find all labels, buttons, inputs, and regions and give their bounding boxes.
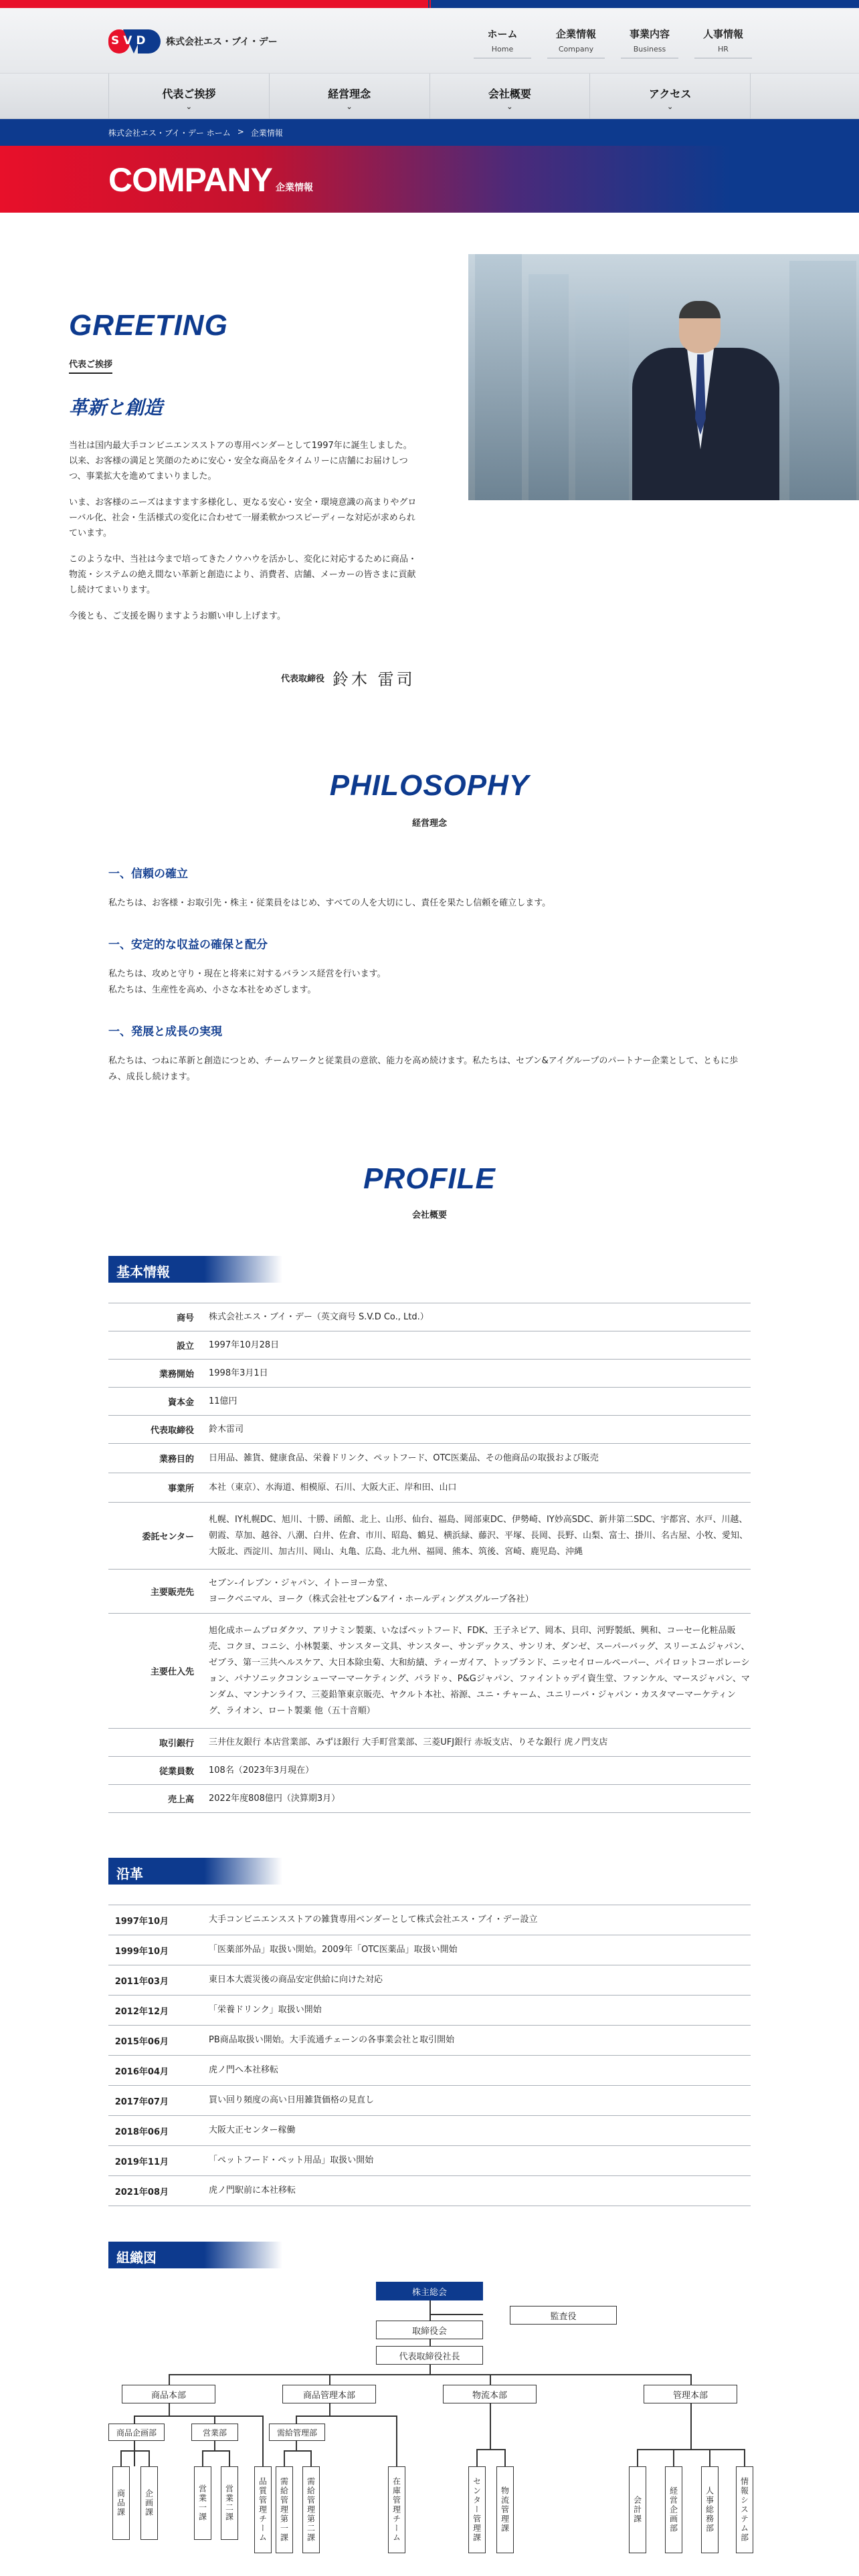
subnav-greeting[interactable] bbox=[108, 74, 269, 119]
table-row bbox=[108, 1965, 751, 1996]
row-value: PB商品取扱い開始。大手流通チェーンの各事業会社と取引開始 bbox=[209, 2026, 751, 2056]
nav-business[interactable] bbox=[621, 27, 678, 59]
org-unit: 商品課 bbox=[112, 2466, 130, 2540]
profile-title: PROFILE bbox=[363, 1162, 496, 1195]
row-value: 大阪大正センター稼働 bbox=[209, 2116, 751, 2146]
row-value: 株式会社エス・ブイ・デー（英文商号 S.V.D Co., Ltd.） bbox=[209, 1303, 751, 1331]
row-key: 2016年04月 bbox=[108, 2056, 209, 2086]
row-value: 2022年度808億円（決算期3月） bbox=[209, 1785, 751, 1813]
row-key: 2011年03月 bbox=[108, 1965, 209, 1996]
org-auditor: 監査役 bbox=[510, 2306, 617, 2325]
nav-home[interactable] bbox=[474, 27, 531, 59]
table-row bbox=[108, 2086, 751, 2116]
table-row bbox=[108, 2026, 751, 2056]
table-row bbox=[108, 2116, 751, 2146]
profile-subtitle: 会社概要 bbox=[411, 1210, 447, 1220]
org-chart bbox=[108, 2282, 751, 2563]
org-dept: 営業部 bbox=[191, 2424, 238, 2441]
row-value: 虎ノ門駅前に本社移転 bbox=[209, 2176, 751, 2206]
row-key: 2019年11月 bbox=[108, 2146, 209, 2176]
subnav-greeting-label: 代表ご挨拶 bbox=[162, 88, 216, 100]
nav-hr-label: 人事情報 bbox=[702, 28, 743, 40]
table-row bbox=[108, 1473, 751, 1503]
table-row bbox=[108, 1757, 751, 1785]
greeting-subtitle: 代表ご挨拶 bbox=[69, 357, 112, 374]
nav-company[interactable] bbox=[547, 27, 605, 59]
signature bbox=[281, 666, 415, 689]
row-key: 1999年10月 bbox=[108, 1935, 209, 1965]
row-key: 従業員数 bbox=[108, 1757, 209, 1785]
table-row bbox=[108, 1905, 751, 1935]
nav-company-en: Company bbox=[558, 45, 594, 53]
org-dept: 需給管理部 bbox=[269, 2424, 325, 2441]
table-row bbox=[108, 1785, 751, 1813]
row-value: 大手コンビニエンスストアの雑貨専用ベンダーとして株式会社エス・ブイ・デー設立 bbox=[209, 1905, 751, 1935]
org-unit: 営業一課 bbox=[194, 2466, 211, 2540]
nav-company-label: 企業情報 bbox=[555, 28, 596, 40]
table-row bbox=[108, 1935, 751, 1965]
subnav-profile[interactable] bbox=[430, 74, 590, 119]
nav-business-label: 事業内容 bbox=[629, 28, 670, 40]
row-key: 委託センター bbox=[108, 1503, 209, 1570]
org-board: 取締役会 bbox=[376, 2321, 483, 2339]
signature-role: 代表取締役 bbox=[281, 674, 325, 684]
org-unit: 物流管理課 bbox=[496, 2466, 514, 2553]
row-value: 1997年10月28日 bbox=[209, 1331, 751, 1360]
table-row bbox=[108, 1729, 751, 1757]
row-value: セブン-イレブン・ジャパン、イトーヨーカ堂、 ヨークベニマル、ヨーク（株式会社セブン&アイ・ホールディングスグループ各社） bbox=[209, 1570, 751, 1614]
org-unit: 会計課 bbox=[629, 2466, 646, 2553]
philosophy-item bbox=[108, 864, 751, 911]
global-nav bbox=[474, 27, 752, 59]
philosophy-heading: 一、信頼の確立 bbox=[108, 867, 188, 881]
org-unit: 人事総務部 bbox=[701, 2466, 719, 2553]
row-key: 1997年10月 bbox=[108, 1905, 209, 1935]
row-key: 業務開始 bbox=[108, 1360, 209, 1388]
subnav-profile-label: 会社概要 bbox=[488, 88, 531, 100]
breadcrumb-separator: > bbox=[237, 127, 244, 136]
row-value: 本社（東京）、水海道、相模原、石川、大阪大正、岸和田、山口 bbox=[209, 1473, 751, 1503]
signature-name: 鈴木 雷司 bbox=[332, 670, 415, 689]
table-row bbox=[108, 1331, 751, 1360]
org-unit: 情報システム部 bbox=[736, 2466, 753, 2553]
row-key: 2021年08月 bbox=[108, 2176, 209, 2206]
org-unit: 在庫管理チーム bbox=[388, 2466, 405, 2553]
row-key: 業務目的 bbox=[108, 1444, 209, 1473]
org-unit: センター管理課 bbox=[468, 2466, 486, 2553]
row-value: 鈴木雷司 bbox=[209, 1416, 751, 1444]
breadcrumb-home[interactable]: 株式会社エス・ブイ・デー ホーム bbox=[108, 128, 231, 138]
row-key: 売上高 bbox=[108, 1785, 209, 1813]
row-key: 資本金 bbox=[108, 1388, 209, 1416]
org-chart-heading: 組織図 bbox=[108, 2242, 282, 2268]
philosophy-title: PHILOSOPHY bbox=[329, 769, 530, 802]
greeting-paragraph: いま、お客様のニーズはますます多様化し、更なる安心・安全・環境意識の高まりやグローバル化、社会・生活様式の変化に合わせて一層柔軟かつスピーディーな対応が求められています。 bbox=[69, 498, 417, 538]
table-row bbox=[108, 1614, 751, 1729]
greeting-paragraph: 当社は国内最大手コンビニエンスストアの専用ベンダーとして1997年に誕生しました。 以来、お客様の満足と笑顔のために安心・安全な商品をタイムリーに店舗にお届けしつつ、事業拡大を進めてまいりました。 bbox=[69, 441, 412, 481]
row-value: 「医薬部外品」取扱い開始。2009年「OTC医薬品」取扱い開始 bbox=[209, 1935, 751, 1965]
table-row bbox=[108, 2176, 751, 2206]
subnav-philosophy-label: 経営理念 bbox=[328, 88, 371, 100]
nav-hr[interactable] bbox=[694, 27, 752, 59]
row-key: 主要仕入先 bbox=[108, 1614, 209, 1729]
svd-logo-mark bbox=[108, 28, 161, 55]
breadcrumb-current: 企業情報 bbox=[250, 128, 283, 138]
org-shareholders-meeting: 株主総会 bbox=[376, 2282, 483, 2300]
company-subnav bbox=[0, 74, 859, 119]
page-title: COMPANY bbox=[108, 161, 272, 199]
history-heading: 沿革 bbox=[108, 1858, 282, 1885]
table-row bbox=[108, 1360, 751, 1388]
org-division: 商品管理本部 bbox=[282, 2385, 376, 2403]
company-logo[interactable] bbox=[108, 28, 278, 55]
philosophy-item bbox=[108, 935, 751, 998]
org-ceo: 代表取締役社長 bbox=[376, 2346, 483, 2365]
chevron-down-icon: ⌄ bbox=[346, 102, 353, 111]
logo-text: SVD bbox=[111, 34, 150, 47]
org-dept: 商品企画部 bbox=[108, 2424, 165, 2441]
row-value: 札幌、IY札幌DC、旭川、十勝、函館、北上、山形、仙台、福島、岡部東DC、伊勢崎、IY妙高SDC、新井第二SDC、宇都宮、水戸、川越、朝霞、草加、越谷、八潮、白井、佐倉、市川、昭島、鶴見、横浜緑、藤沢、平塚、長岡、長野、山梨、富士、掛川、名古屋、小牧、愛知、大阪北、西淀川、加古川、岡山、丸亀、広島、北九州、福岡、熊本、筑後、宮崎、鹿児島、沖縄 bbox=[209, 1503, 751, 1570]
subnav-access[interactable] bbox=[589, 74, 751, 119]
subnav-philosophy[interactable] bbox=[269, 74, 430, 119]
table-row bbox=[108, 1416, 751, 1444]
org-division: 商品本部 bbox=[122, 2385, 215, 2403]
row-key: 商号 bbox=[108, 1303, 209, 1331]
nav-home-label: ホーム bbox=[487, 28, 518, 40]
nav-home-en: Home bbox=[491, 45, 514, 53]
greeting-paragraph: このような中、当社は今まで培ってきたノウハウを活かし、変化に対応するために商品・物流・システムの絶え間ない革新と創造により、消費者、店舗、メーカーの皆さまに貢献し続けてまいります。 bbox=[69, 554, 417, 595]
table-row bbox=[108, 1303, 751, 1331]
row-key: 設立 bbox=[108, 1331, 209, 1360]
org-unit: 品質管理チーム bbox=[254, 2466, 272, 2553]
row-key: 2017年07月 bbox=[108, 2086, 209, 2116]
basic-info-table bbox=[108, 1303, 751, 1813]
row-value: 「ペットフード・ペット用品」取扱い開始 bbox=[209, 2146, 751, 2176]
table-row bbox=[108, 1388, 751, 1416]
philosophy-subtitle: 経営理念 bbox=[411, 819, 447, 829]
row-value: 三井住友銀行 本店営業部、みずほ銀行 大手町営業部、三菱UFJ銀行 赤坂支店、りそな銀行 虎ノ門支店 bbox=[209, 1729, 751, 1757]
company-name: 株式会社エス・ブイ・デー bbox=[166, 37, 278, 47]
row-value: 1998年3月1日 bbox=[209, 1360, 751, 1388]
org-division: 管理本部 bbox=[644, 2385, 737, 2403]
top-color-stripe bbox=[0, 0, 859, 8]
row-key: 2015年06月 bbox=[108, 2026, 209, 2056]
site-header bbox=[0, 8, 859, 74]
org-unit: 経営企画部 bbox=[665, 2466, 682, 2553]
row-value: 買い回り頻度の高い日用雑貨価格の見直し bbox=[209, 2086, 751, 2116]
nav-hr-en: HR bbox=[718, 45, 729, 53]
table-row bbox=[108, 1444, 751, 1473]
philosophy-text: 私たちは、お客様・お取引先・株主・従業員をはじめ、すべての人を大切にし、責任を果たし信頼を確立します。 bbox=[108, 898, 551, 908]
page-subtitle: 企業情報 bbox=[276, 183, 313, 193]
greeting-paragraph: 今後とも、ご支援を賜りますようお願い申し上げます。 bbox=[69, 611, 286, 621]
table-row bbox=[108, 2146, 751, 2176]
chevron-down-icon: ⌄ bbox=[506, 102, 513, 111]
row-value: 「栄養ドリンク」取扱い開始 bbox=[209, 1996, 751, 2026]
breadcrumb bbox=[0, 119, 859, 146]
chevron-down-icon: ⌄ bbox=[667, 102, 674, 111]
row-key: 主要販売先 bbox=[108, 1570, 209, 1614]
table-row bbox=[108, 1996, 751, 2026]
chevron-down-icon: ⌄ bbox=[185, 102, 192, 111]
philosophy-text: 私たちは、つねに革新と創造につとめ、チームワークと従業員の意欲、能力を高め続けます。私たちは、セブン&アイグループのパートナー企業として、ともに歩み、成長し続けます。 bbox=[108, 1056, 739, 1082]
row-key: 2012年12月 bbox=[108, 1996, 209, 2026]
row-value: 日用品、雑貨、健康食品、栄養ドリンク、ペットフード、OTC医薬品、その他商品の取扱および販売 bbox=[209, 1444, 751, 1473]
philosophy-text: 私たちは、攻めと守り・現在と将来に対するバランス経営を行います。 私たちは、生産性を高め、小さな本社をめざします。 bbox=[108, 969, 386, 995]
president-photo bbox=[468, 254, 859, 500]
row-key: 取引銀行 bbox=[108, 1729, 209, 1757]
basic-info-heading: 基本情報 bbox=[108, 1256, 282, 1283]
philosophy-heading: 一、発展と成長の実現 bbox=[108, 1025, 222, 1039]
philosophy-item bbox=[108, 1022, 751, 1085]
row-value: 東日本大震災後の商品安定供給に向けた対応 bbox=[209, 1965, 751, 1996]
table-row bbox=[108, 2056, 751, 2086]
org-unit: 企画課 bbox=[140, 2466, 158, 2540]
history-table bbox=[108, 1905, 751, 2206]
org-unit: 需給管理第一課 bbox=[276, 2466, 293, 2553]
greeting-text bbox=[69, 438, 417, 635]
page-hero bbox=[0, 146, 859, 213]
row-key: 2018年06月 bbox=[108, 2116, 209, 2146]
greeting-motto: 革新と創造 bbox=[69, 397, 163, 418]
org-unit: 営業二課 bbox=[221, 2466, 238, 2540]
row-value: 旭化成ホームプロダクツ、アリナミン製薬、いなばペットフード、FDK、王子ネピア、岡本、貝印、河野製紙、興和、コーセー化粧品販売、コクヨ、コニシ、小林製薬、サンスター文具、サンスター、サンデックス、サンリオ、ダンゼ、スーパーバッグ、スリーエムジャパン、ゼブラ、第一三共ヘルスケア、大日本除虫菊、大和紡績、ティーガイア、トップランド、ニッセイロールペーパー、パイロットコーポレーション、パナソニックコンシューマーマーケティング、パラドゥ、P&Gジャパン、ファイントゥデイ資生堂、ファンケル、マースジャパン、マンダム、マンナンライフ、三菱鉛筆東京販売、ヤクルト本社、裕源、ユニ・チャーム、ユニリーバ・ジャパン・カスタマーマーケティング、ライオン、ロート製薬 他（五十音順） bbox=[209, 1614, 751, 1729]
nav-business-en: Business bbox=[633, 45, 666, 53]
row-value: 虎ノ門へ本社移転 bbox=[209, 2056, 751, 2086]
org-division: 物流本部 bbox=[443, 2385, 537, 2403]
org-unit: 需給管理第二課 bbox=[302, 2466, 320, 2553]
row-key: 代表取締役 bbox=[108, 1416, 209, 1444]
table-row bbox=[108, 1503, 751, 1570]
row-value: 11億円 bbox=[209, 1388, 751, 1416]
row-key: 事業所 bbox=[108, 1473, 209, 1503]
table-row bbox=[108, 1570, 751, 1614]
row-value: 108名（2023年3月現在） bbox=[209, 1757, 751, 1785]
philosophy-heading: 一、安定的な収益の確保と配分 bbox=[108, 938, 268, 952]
greeting-title: GREETING bbox=[69, 309, 228, 342]
subnav-access-label: アクセス bbox=[648, 88, 692, 100]
